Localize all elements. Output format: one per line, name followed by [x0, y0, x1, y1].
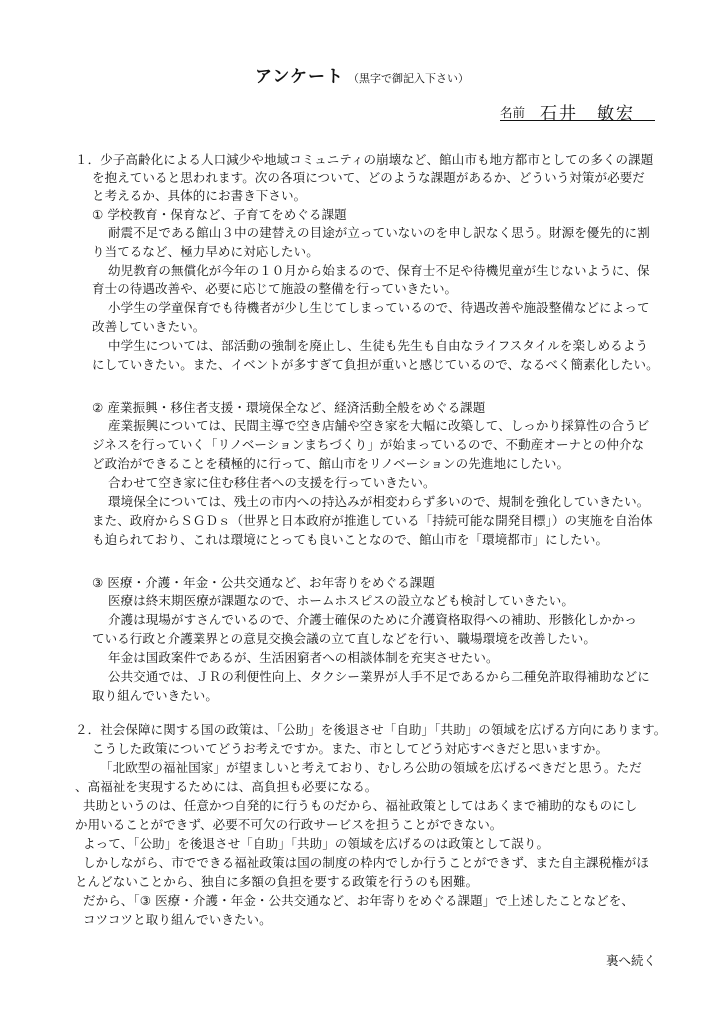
page-title: [0, 62, 724, 87]
body-line: か用いることができず、必要不可欠の行政サービスを担うことができない。: [75, 817, 503, 832]
body-line: だから、「③ 医療・介護・年金・公共交通など、お年寄りをめぐる課題」で上述したことなどを、: [83, 893, 634, 908]
body-line: 幼児教育の無償化が今年の１０月から始まるので、保育士不足や待機児童が生じないように、保: [108, 263, 650, 278]
title-text: アンケート: [255, 67, 344, 87]
body-line: 中学生については、部活動の強制を廃止し、生徒も先生も自由なライフスタイルを楽しめるよう: [108, 338, 649, 353]
body-line: ジネスを行っていく「リノベーションまちづくり」が始まっているので、不動産オーナとの仲介な: [92, 437, 645, 452]
body-line: 改善していきたい。: [92, 319, 206, 334]
body-line: 育士の待遇改善や、必要に応じて施設の整備を行っていきたい。: [92, 281, 458, 296]
body-line: 公共交通では、ＪＲの利便性向上、タクシー業界が人手不足であるから二種免許取得補助などに: [108, 669, 650, 684]
body-line: コツコツと取り組んでいきたい。: [83, 912, 272, 927]
body-line: よって、「公助」を後退させ「自助」「共助」の領域を広げるのは政策として誤り。: [83, 836, 550, 851]
title-instruction: （黒字で御記入下さい）: [347, 72, 469, 85]
body-line: ２．社会保障に関する国の政策は、「公助」を後退させ「自助」「共助」の領域を広げる方向にあります。: [75, 722, 667, 737]
name-label: 名前: [500, 105, 526, 120]
body-line: 介護は現場がすさんでいるので、介護士確保のために介護資格取得への補助、形骸化しかかっ: [108, 612, 637, 627]
body-line: 、高福祉を実現するためには、高負担も必要になる。: [75, 779, 378, 794]
body-line: り当てるなど、極力早めに対応したい。: [92, 244, 319, 259]
body-line: を抱えていると思われます。次の各項について、どのような課題があるか、どういう対策が必要だ: [92, 170, 645, 185]
continue-note: 裏へ続く: [606, 953, 657, 968]
body-line: 合わせて空き家に住む移住者への支援を行っていきたい。: [108, 475, 436, 490]
body-line: ど政治ができることを積極的に行って、館山市をリノベーションの先進地にしたい。: [92, 456, 570, 471]
body-line: しかしながら、市でできる福祉政策は国の制度の枠内でしか行うことができず、また自主課税権がほ: [83, 855, 650, 870]
body-line: ている行政と介護業界との意見交換会議の立て直しなどを行い、職場環境を改善したい。: [92, 631, 597, 646]
body-line: こうした政策についてどうお考えですか。また、市としてどう対応すべきだと思いますか。: [92, 741, 609, 756]
body-line: ② 産業振興・移住者支援・環境保全など、経済活動全般をめぐる課題: [92, 400, 486, 415]
body-line: 小学生の学童保育でも待機者が少し生じてしまっているので、待遇改善や施設整備などによって: [108, 300, 650, 315]
body-line: 取り組んでいきたい。: [92, 688, 219, 703]
body-line: にしていきたい。また、イベントが多すぎて負担が重いと感じているので、なるべく簡素化したい。: [92, 357, 659, 372]
body-line: ③ 医療・介護・年金・公共交通など、お年寄りをめぐる課題: [92, 575, 435, 590]
name-value: 石井 敏宏: [540, 104, 635, 124]
body-line: 医療は終末期医療が課題なので、ホームホスピスの設立なども検討していきたい。: [108, 593, 574, 608]
body-line: 年金は国政案件であるが、生活困窮者への相談体制を充実させたい。: [108, 650, 499, 665]
body-line: また、政府からＳＧＤｓ（世界と日本政府が推進している「持続可能な開発目標」）の実施を自治体: [92, 513, 653, 528]
body-line: と考えるか、具体的にお書き下さい。: [92, 188, 307, 203]
body-line: 「北欧型の福祉国家」が望ましいと考えており、むしろ公助の領域を広げるべきだと思う。ただ: [100, 760, 642, 775]
body-line: 産業振興については、民間主導で空き店舗や空き家を大幅に改築して、しっかり採算性の合うビ: [108, 418, 650, 433]
name-underline: [500, 120, 655, 121]
body-line: 耐震不足である館山３中の建替えの目途が立っていないのを申し訳なく思う。財源を優先的に割: [108, 225, 650, 240]
body-line: 共助というのは、任意かつ自発的に行うものだから、福祉政策としてはあくまで補助的なものにし: [83, 798, 638, 813]
body-line: とんどないことから、独自に多額の負担を要する政策を行うのも困難。: [75, 874, 479, 889]
body-line: １．少子高齢化による人口減少や地域コミュニティの崩壊など、館山市も地方都市としての多くの課題: [75, 152, 654, 167]
body-line: ① 学校教育・保育など、子育てをめぐる課題: [92, 207, 347, 222]
name-field: [500, 99, 670, 124]
body-line: 環境保全については、残土の市内への持込みが相変わらず多いので、規制を強化していきたい。: [108, 494, 650, 509]
body-line: も迫られており、これは環境にとっても良いことなので、館山市を「環境都市」にしたい。: [92, 532, 609, 547]
